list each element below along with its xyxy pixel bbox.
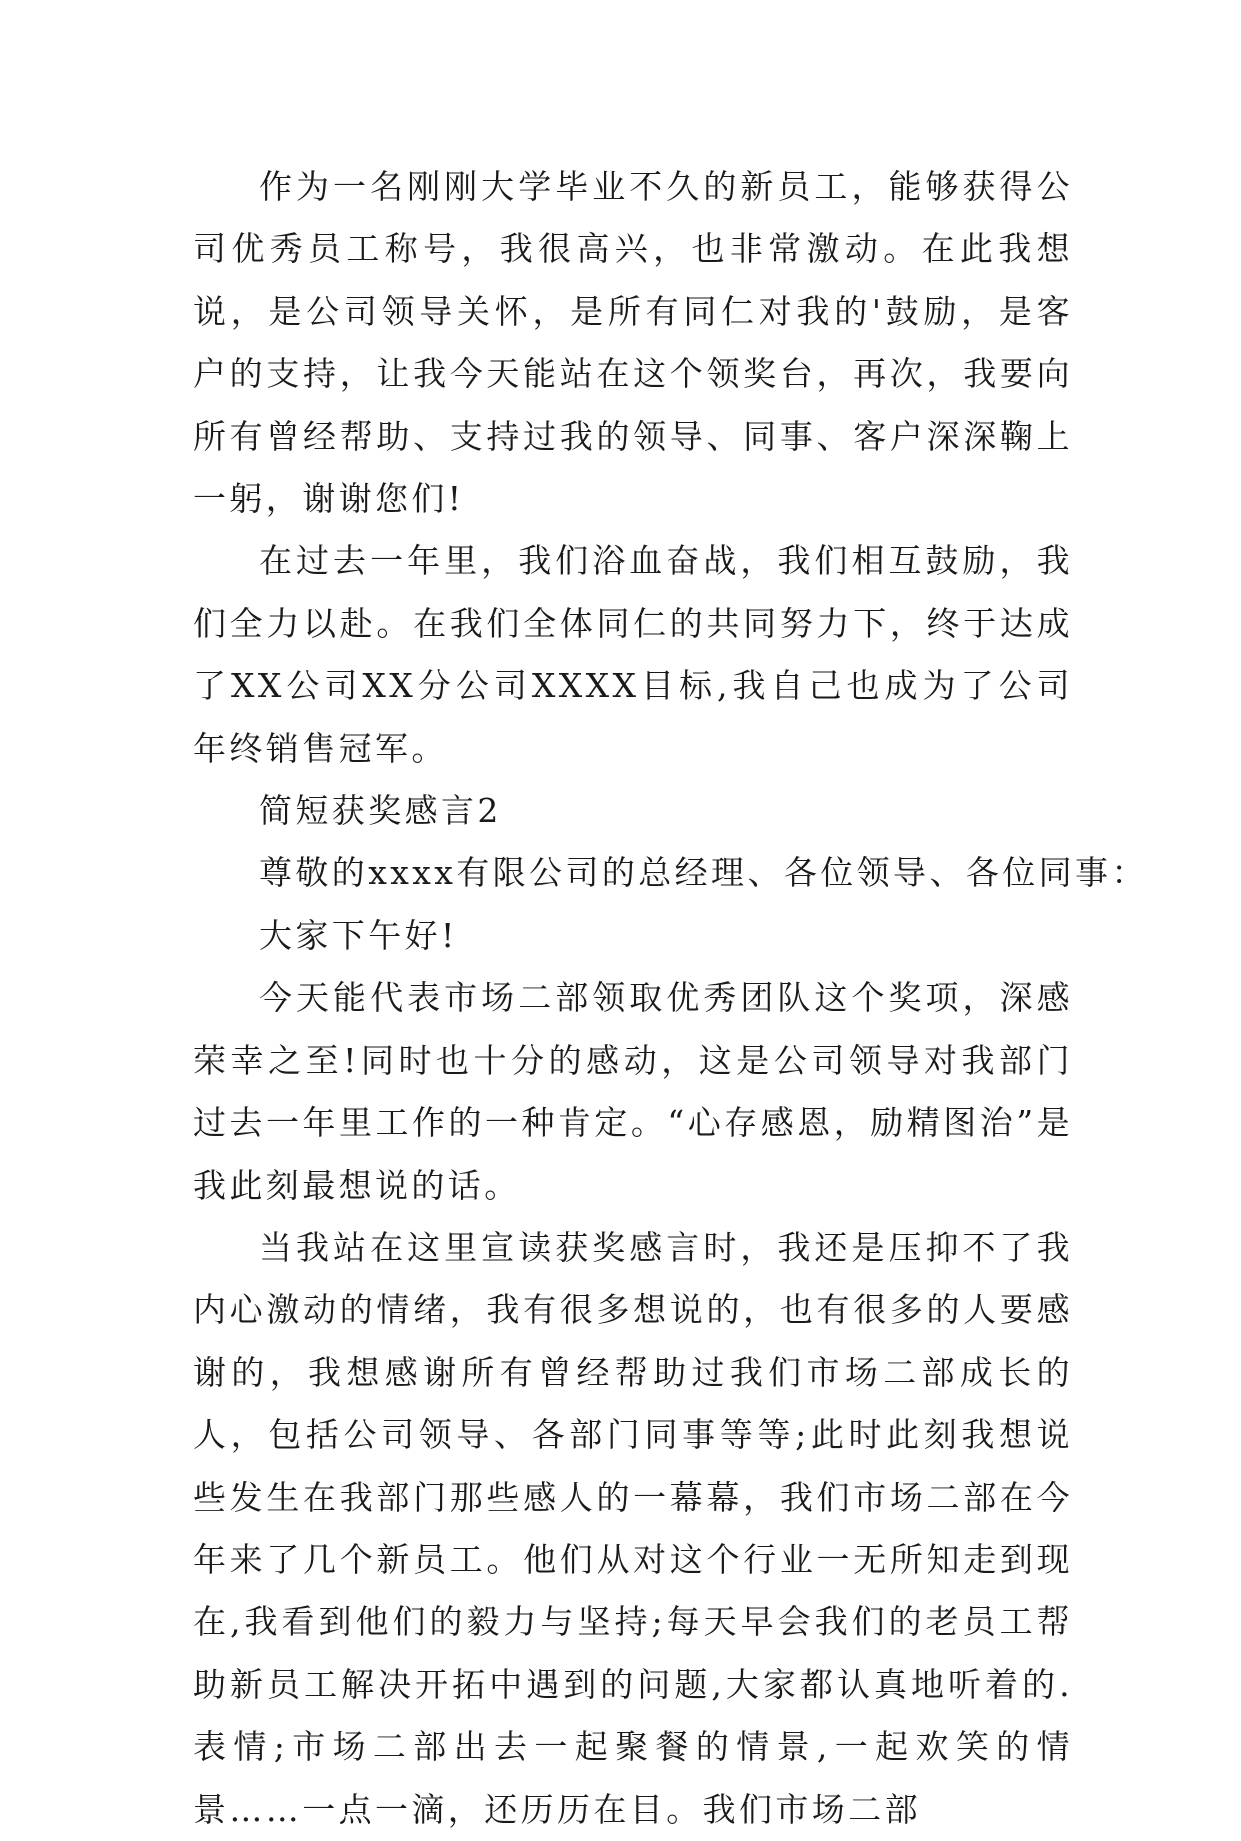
- salutation: 尊敬的xxxx有限公司的总经理、各位领导、各位同事：: [259, 853, 1148, 893]
- section-heading: 简短获奖感言2: [259, 791, 502, 831]
- paragraph-1: 作为一名刚刚大学毕业不久的新员工，能够获得公司优秀员工称号，我很高兴，也非常激动。在此我想说，是公司领导关怀，是所有同仁对我的'鼓励，是客户的支持，让我今天能站在这个领奖台，再次，我要向所有曾经帮助、支持过我的领导、同事、客户深深鞠上一躬，谢谢您们!: [193, 167, 1073, 519]
- paragraph-3: 今天能代表市场二部领取优秀团队这个奖项，深感荣幸之至!同时也十分的感动，这是公司领导对我部门过去一年里工作的一种肯定。“心存感恩，励精图治”是我此刻最想说的话。: [193, 978, 1073, 1205]
- paragraph-4: 当我站在这里宣读获奖感言时，我还是压抑不了我内心激动的情绪，我有很多想说的，也有很多的人要感谢的，我想感谢所有曾经帮助过我们市场二部成长的人，包括公司领导、各部门同事等等;此时此刻我想说些发生在我部门那些感人的一幕幕，我们市场二部在今年来了几个新员工。他们从对这个行业一无所知走到现在,我看到他们的毅力与坚持;每天早会我们的老员工帮助新员工解决开拓中遇到的问题,大家都认真地听着的.表情;市场二部出去一起聚餐的情景,一起欢笑的情景……一点一滴，还历历在目。我们市场二部: [193, 1227, 1073, 1829]
- document-body: [193, 156, 1148, 1841]
- greeting: 大家下午好!: [259, 915, 458, 955]
- paragraph-2: 在过去一年里，我们浴血奋战，我们相互鼓励，我们全力以赴。在我们全体同仁的共同努力下，终于达成了XX公司XX分公司XXXX目标,我自己也成为了公司年终销售冠军。: [193, 541, 1073, 768]
